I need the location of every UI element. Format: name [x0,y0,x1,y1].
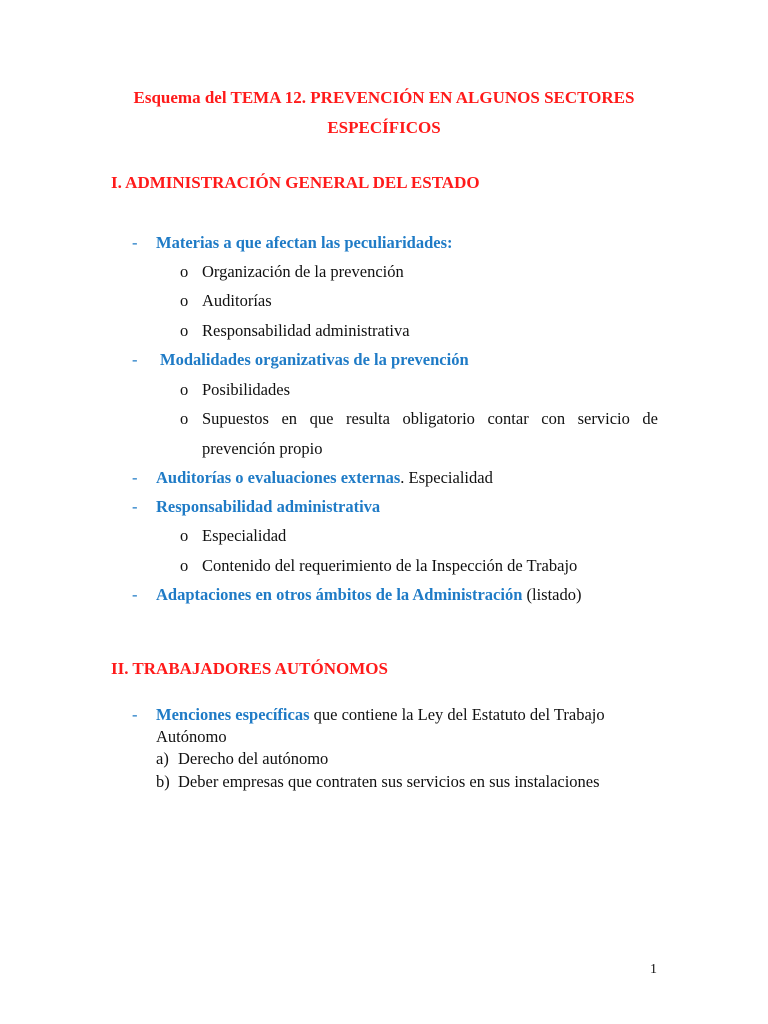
section-heading-autonomos: II. TRABAJADORES AUTÓNOMOS [111,659,388,678]
alpha-list-item [156,772,600,792]
alpha-list-item [156,749,328,769]
sub-item: Organización de la prevención [202,262,404,281]
dash-bullet: - [132,705,138,724]
alpha-item-text: Deber empresas que contraten sus servicios en sus instalaciones [178,772,600,791]
dash-bullet: - [132,585,138,604]
circle-bullet: o [180,262,189,281]
list-item-menciones-continuation: Autónomo [156,727,227,746]
dash-bullet: - [132,350,138,369]
document-title-line-1: Esquema del TEMA 12. PREVENCIÓN EN ALGUNOS SECTORES [133,88,635,107]
list-item-label: Materias a que afectan las peculiaridades: [156,233,453,252]
circle-bullet: o [180,380,189,399]
circle-bullet: o [180,526,189,545]
list-item-suffix: . Especialidad [400,468,493,487]
circle-bullet: o [180,291,189,310]
list-item-suffix: que contiene la Ley del Estatuto del Trabajo [309,705,605,724]
list-item-label: Auditorías o evaluaciones externas [156,468,401,487]
dash-bullet: - [132,497,138,516]
list-item-menciones [156,705,605,725]
sub-item: Posibilidades [202,380,291,399]
sub-item: Contenido del requerimiento de la Inspección de Trabajo [202,556,578,575]
sub-item: Especialidad [202,526,287,545]
sub-item-continuation: prevención propio [202,439,323,458]
circle-bullet: o [180,556,189,575]
circle-bullet: o [180,321,189,340]
list-item-responsabilidad [156,497,380,517]
list-item-materias [156,233,453,253]
sub-item: Supuestos en que resulta obligatorio contar con servicio de [202,409,658,428]
list-item-label: Responsabilidad administrativa [156,497,381,516]
alpha-item-text: Derecho del autónomo [178,749,329,768]
sub-item: Auditorías [202,291,272,310]
list-item-auditorias [156,468,493,488]
list-item-suffix: (listado) [522,585,582,604]
list-item-adaptaciones [156,585,582,605]
list-item-label: Adaptaciones en otros ámbitos de la Administración [156,585,523,604]
list-item-label: Menciones específicas [156,705,310,724]
dash-bullet: - [132,233,138,252]
list-item-modalidades [160,350,469,370]
list-item-label: Modalidades organizativas de la prevención [160,350,469,369]
dash-bullet: - [132,468,138,487]
alpha-marker: b) [156,772,170,791]
alpha-marker: a) [156,749,169,768]
document-title-line-2: ESPECÍFICOS [327,118,441,137]
sub-item: Responsabilidad administrativa [202,321,410,340]
page-number: 1 [650,962,657,977]
circle-bullet: o [180,409,189,428]
section-heading-administracion: I. ADMINISTRACIÓN GENERAL DEL ESTADO [111,173,480,192]
